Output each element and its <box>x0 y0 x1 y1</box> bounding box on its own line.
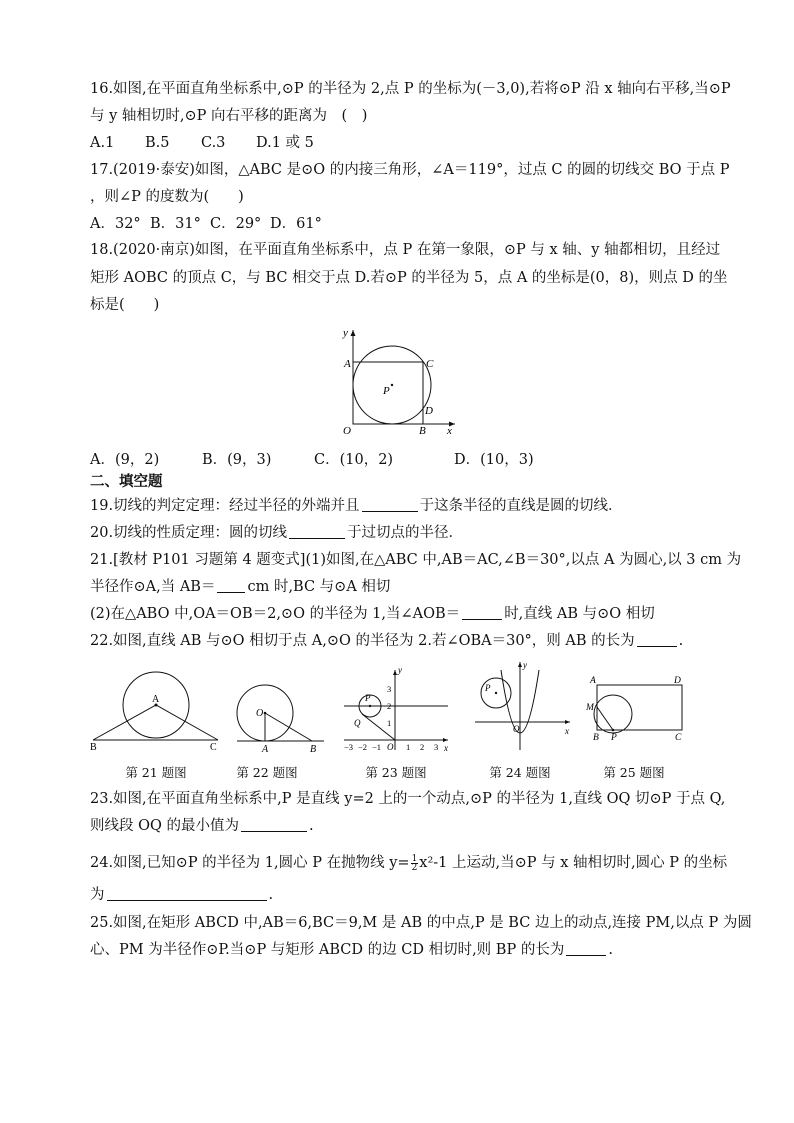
figure-22-svg <box>232 680 327 755</box>
q25-line2-before: 心、PM 为半径作⊙P.当⊙P 与矩形 ABCD 的边 CD 相切时,则 BP 的长为 <box>90 942 565 958</box>
q19 <box>90 496 623 516</box>
q18-label-b: B <box>419 425 426 437</box>
q16-option-b: B.5 <box>145 135 170 151</box>
q18-line1: 18.(2020·南京)如图，在平面直角坐标系中，点 P 在第一象限，⊙P 与 x 轴、y 轴都相切，且经过 <box>90 242 721 258</box>
section-fill-blank: 二、填空题 <box>90 473 163 490</box>
fig25-label-c: C <box>675 733 682 743</box>
q19-text-after: 于这条半径的直线是圆的切线． <box>419 498 623 514</box>
figure-23-svg <box>340 660 455 755</box>
fig22-label-o: O <box>256 708 264 719</box>
fig23-label-x: x <box>444 743 448 753</box>
fig25-label-d: D <box>674 676 681 686</box>
fig21-label-c: C <box>210 742 217 753</box>
q24-frac-den: 2 <box>411 862 418 873</box>
q18-label-y: y <box>343 327 348 339</box>
q21-line2-after: cm 时,BC 与⊙A 相切 <box>247 579 391 595</box>
q17-option-d: D．61° <box>270 216 322 232</box>
q17-options <box>90 214 322 234</box>
figure-25-svg <box>585 670 695 755</box>
fig23-xtick-n2: −2 <box>358 742 368 752</box>
q19-blank <box>362 497 418 512</box>
q20-text-after: 于过切点的半径． <box>347 525 464 541</box>
fig23-xtick-n3: −3 <box>344 742 354 752</box>
q18-figure <box>335 322 465 437</box>
q21-line1: 21.[教材 P101 习题第 4 题变式](1)如图,在△ABC 中,AB＝AC,∠B＝30°,以点 A 为圆心,以 3 cm 为 <box>90 552 742 568</box>
q18-option-d: D．(10，3) <box>454 452 534 468</box>
fig24-label-o: O <box>513 724 520 734</box>
q17-line1: 17.(2019·泰安)如图，△ABC 是⊙O 的内接三角形，∠A＝119°，过点 C 的圆的切线交 BO 于点 P <box>90 162 730 178</box>
q18-line3: 标是( ) <box>90 297 160 313</box>
q18-figure-svg <box>335 322 465 437</box>
q18-label-c: C <box>426 358 434 370</box>
q24-line1 <box>90 853 727 873</box>
q16-option-d: D.1 或 5 <box>256 135 314 151</box>
q24-line1-after: x²-1 上运动,当⊙P 与 x 轴相切时,圆心 P 的坐标 <box>419 855 728 871</box>
fig23-label-p: P <box>365 693 371 703</box>
q23-blank <box>241 817 307 832</box>
fig21-label-b: B <box>90 742 97 753</box>
fig24-label-y: y <box>523 660 527 670</box>
q17-option-c: C．29° <box>210 216 262 232</box>
fig22-label-b: B <box>310 744 317 755</box>
q25-line2 <box>90 940 613 960</box>
figure-21-svg <box>88 670 223 755</box>
q20-text-before: 20.切线的性质定理：圆的切线 <box>90 525 288 541</box>
q17-line2: ，则∠P 的度数为( ) <box>90 189 244 205</box>
q23-line2 <box>90 816 314 836</box>
fig23-ytick-1: 1 <box>387 718 392 728</box>
q19-text-before: 19.切线的判定定理：经过半径的外端并且 <box>90 498 360 514</box>
q25-line1: 25.如图,在矩形 ABCD 中,AB＝6,BC＝9,M 是 AB 的中点,P 是 BC 边上的动点,连接 PM,以点 P 为圆 <box>90 915 752 931</box>
q25-blank <box>566 941 606 956</box>
fig23-label-q: Q <box>354 718 361 728</box>
q18-label-o: O <box>343 425 351 437</box>
q23-line2-before: 则线段 OQ 的最小值为 <box>90 818 239 834</box>
fig25-label-p: P <box>611 733 617 743</box>
q18-label-a: A <box>344 358 351 370</box>
q24-line2 <box>90 885 273 905</box>
fig23-label-y: y <box>398 665 402 675</box>
figure-25 <box>585 670 695 755</box>
fig24-label-x: x <box>565 726 569 736</box>
q16-option-a: A.1 <box>90 135 115 151</box>
fig23-xtick-n1: −1 <box>372 742 382 752</box>
figure-23 <box>340 660 455 755</box>
fig23-xtick-1: 1 <box>406 742 411 752</box>
q21-line2 <box>90 577 390 597</box>
fig21-label-a: A <box>152 694 160 705</box>
q16-line2: 与 y 轴相切时,⊙P 向右平移的距离为 ( ) <box>90 108 368 124</box>
q18-line2: 矩形 AOBC 的顶点 C，与 BC 相交于点 D.若⊙P 的半径为 5，点 A 的坐标是(0，8)，则点 D 的坐 <box>90 270 728 286</box>
q24-frac-num: 1 <box>411 853 418 864</box>
figure-21 <box>88 670 223 755</box>
q17-option-a: A．32° <box>90 216 141 232</box>
q24-blank <box>107 886 267 901</box>
q22-text-before: 22.如图,直线 AB 与⊙O 相切于点 A,⊙O 的半径为 2.若∠OBA＝30°，则 AB 的长为 <box>90 633 635 649</box>
q20-blank <box>289 524 345 539</box>
figure-24-svg <box>473 658 573 755</box>
fig25-label-b: B <box>593 733 599 743</box>
q16-option-c: C.3 <box>201 135 226 151</box>
fig25-label-a: A <box>590 676 596 686</box>
figure-25-caption: 第 25 题图 <box>603 765 665 780</box>
figure-21-caption: 第 21 题图 <box>125 765 187 780</box>
q22 <box>90 631 683 651</box>
q23-line1: 23.如图,在平面直角坐标系中,P 是直线 y=2 上的一个动点,⊙P 的半径为 1,直线 OQ 切⊙P 于点 Q, <box>90 791 726 807</box>
figure-24-caption: 第 24 题图 <box>489 765 551 780</box>
fig23-ytick-3: 3 <box>387 684 392 694</box>
fig23-label-o: O <box>387 742 394 752</box>
q16-options <box>90 133 314 153</box>
q18-options <box>90 450 534 470</box>
q16-line1: 16.如图,在平面直角坐标系中,⊙P 的半径为 2,点 P 的坐标为(－3,0),若将⊙P 沿 x 轴向右平移,当⊙P <box>90 81 731 97</box>
q23-line2-after: . <box>309 818 314 834</box>
fig24-label-p: P <box>485 683 491 693</box>
q18-label-p: P <box>383 385 390 397</box>
figure-24 <box>473 658 573 755</box>
q22-text-after: . <box>678 633 684 649</box>
q24-line2-after: . <box>268 887 274 903</box>
fig23-xtick-2: 2 <box>420 742 425 752</box>
q21-line3-after: 时,直线 AB 与⊙O 相切 <box>504 606 655 622</box>
fig23-ytick-2: 2 <box>387 701 392 711</box>
q21-line2-before: 半径作⊙A,当 AB＝ <box>90 579 216 595</box>
fig22-label-a: A <box>262 744 269 755</box>
figure-22 <box>232 680 327 755</box>
q18-label-x: x <box>447 425 452 437</box>
figure-22-caption: 第 22 题图 <box>236 765 298 780</box>
q21-blank-1 <box>217 578 245 593</box>
q18-label-d: D <box>425 405 433 417</box>
figure-23-caption: 第 23 题图 <box>365 765 427 780</box>
q21-line3 <box>90 604 655 624</box>
q24-fraction <box>411 855 419 872</box>
q21-blank-2 <box>462 605 502 620</box>
q24-line1-before: 24.如图,已知⊙P 的半径为 1,圆心 P 在抛物线 y= <box>90 855 410 871</box>
q18-option-c: C．(10，2) <box>314 452 394 468</box>
q24-line2-before: 为 <box>90 887 105 903</box>
fig23-xtick-3: 3 <box>434 742 439 752</box>
q20 <box>90 523 463 543</box>
q22-blank <box>637 632 677 647</box>
q18-option-a: A．(9，2) <box>90 452 160 468</box>
q25-line2-after: . <box>608 942 613 958</box>
q17-option-b: B．31° <box>150 216 201 232</box>
q18-option-b: B．(9，3) <box>202 452 272 468</box>
fig25-label-m: M <box>586 703 594 713</box>
q21-line3-before: (2)在△ABO 中,OA＝OB＝2,⊙O 的半径为 1,当∠AOB＝ <box>90 606 461 622</box>
